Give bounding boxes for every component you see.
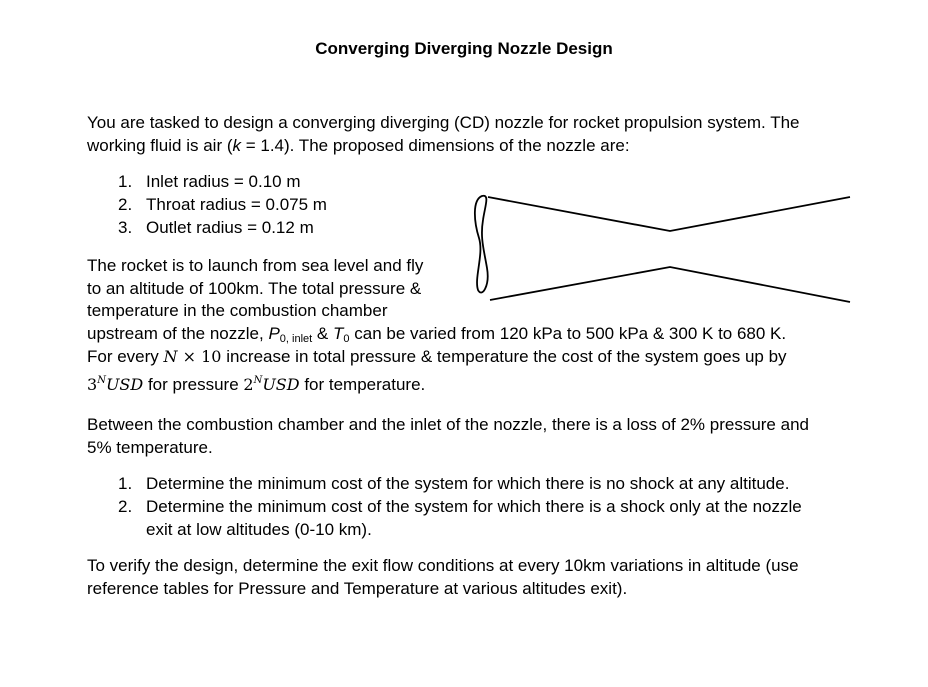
dimension-item: 1. Inlet radius = 0.10 m: [118, 172, 301, 191]
launch-line-1: The rocket is to launch from sea level and fly: [87, 256, 424, 275]
nozzle-diagram: [470, 186, 855, 306]
task-item: 1. Determine the minimum cost of the system for which there is no shock at any altitude.: [118, 474, 790, 493]
launch-line-3: temperature in the combustion chamber: [87, 301, 388, 320]
intro-line-1: You are tasked to design a converging diverging (CD) nozzle for rocket propulsion system. The: [87, 113, 800, 132]
launch-line-5: For every N × 10 increase in total pressure & temperature the cost of the system goes up by: [87, 347, 787, 366]
task-item-continuation: exit at low altitudes (0-10 km).: [146, 520, 372, 539]
loss-line-1: Between the combustion chamber and the inlet of the nozzle, there is a loss of 2% pressure and: [87, 415, 809, 434]
launch-line-6: $3^NUSD$ for pressure $2^NUSD$ for temperature.: [87, 375, 426, 394]
verify-line-1: To verify the design, determine the exit flow conditions at every 10km variations in altitude (use: [87, 556, 799, 575]
dimension-item: 2. Throat radius = 0.075 m: [118, 195, 327, 214]
intro-line-2: working fluid is air (k = 1.4). The proposed dimensions of the nozzle are:: [87, 136, 630, 155]
dimension-item: 3. Outlet radius = 0.12 m: [118, 218, 314, 237]
launch-line-2: to an altitude of 100km. The total pressure &: [87, 279, 422, 298]
page-title: Converging Diverging Nozzle Design: [315, 39, 613, 58]
verify-line-2: reference tables for Pressure and Temperature at various altitudes exit).: [87, 579, 628, 598]
nozzle-inlet-loop: [475, 196, 488, 293]
task-item: 2. Determine the minimum cost of the system for which there is a shock only at the nozzle: [118, 497, 802, 516]
nozzle-upper-wall: [488, 197, 850, 231]
nozzle-lower-wall: [490, 267, 850, 302]
loss-line-2: 5% temperature.: [87, 438, 213, 457]
launch-line-4: upstream of the nozzle, $P_{0, inlet}$ & $T_0$ can be varied from 120 kPa to 500 kPa & 300 K to 680 K.: [87, 324, 787, 345]
